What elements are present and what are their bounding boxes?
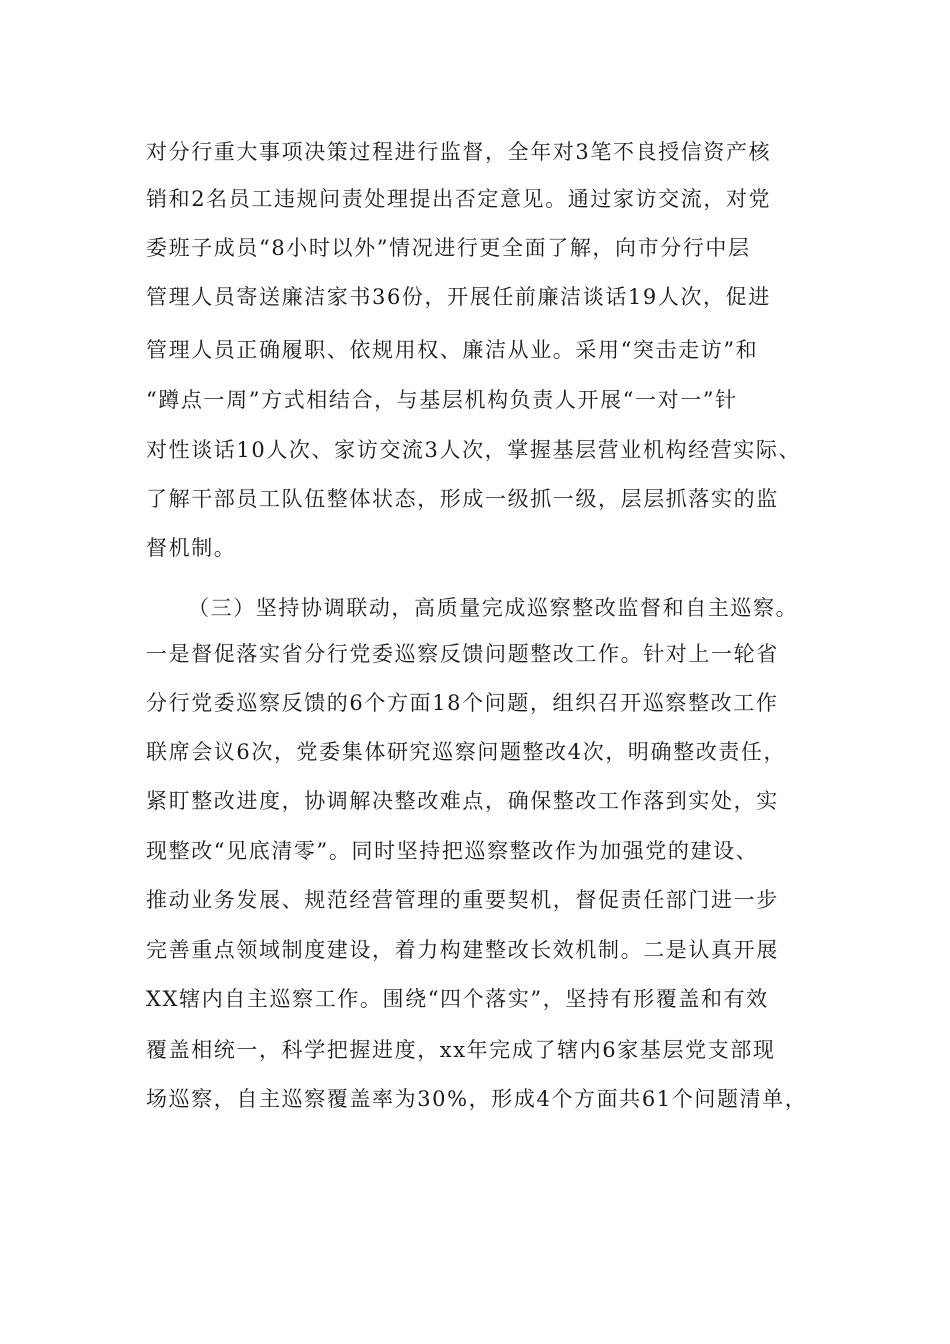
text-line: 对性谈话10人次、家访交流3人次，掌握基层营业机构经营实际、	[146, 438, 802, 462]
text-line: XX辖内自主巡察工作。围绕“四个落实”，坚持有形覆盖和有效	[146, 987, 769, 1011]
text-line: “蹲点一周”方式相结合，与基层机构负责人开展“一对一”针	[146, 388, 738, 412]
section-heading-line: （三）坚持协调联动，高质量完成巡察整改监督和自主巡察。	[188, 596, 799, 620]
text-line: 联席会议6次，党委集体研究巡察问题整改4次，明确整改责任，	[146, 740, 787, 764]
text-line: 督机制。	[146, 536, 237, 560]
text-line: 分行党委巡察反馈的6个方面18个问题，组织召开巡察整改工作	[146, 691, 779, 715]
text-line: 了解干部员工队伍整体状态，形成一级抓一级，层层抓落实的监	[146, 487, 779, 511]
text-line: 管理人员正确履职、依规用权、廉洁从业。采用“突击走访”和	[146, 338, 759, 362]
text-line: 推动业务发展、规范经营管理的重要契机，督促责任部门进一步	[146, 888, 779, 912]
text-line: 现整改“见底清零”。同时坚持把巡察整改作为加强党的建设、	[146, 839, 759, 863]
text-line: 销和2名员工违规问责处理提出否定意见。通过家访交流，对党	[146, 187, 772, 211]
text-line: 完善重点领域制度建设，着力构建整改长效机制。二是认真开展	[146, 938, 779, 962]
text-line: 委班子成员“8小时以外”情况进行更全面了解，向市分行中层	[146, 236, 751, 260]
text-line: 对分行重大事项决策过程进行监督，全年对3笔不良授信资产核	[146, 140, 772, 164]
text-line: 紧盯整改进度，协调解决整改难点，确保整改工作落到实处，实	[146, 789, 779, 813]
text-line: 覆盖相统一，科学把握进度，xx年完成了辖内6家基层党支部现	[146, 1038, 776, 1062]
text-line: 管理人员寄送廉洁家书36份，开展任前廉洁谈话19人次，促进	[146, 285, 771, 309]
text-line: 场巡察，自主巡察覆盖率为30%，形成4个方面共61个问题清单，	[146, 1087, 808, 1111]
text-line: 一是督促落实省分行党委巡察反馈问题整改工作。针对上一轮省	[146, 642, 779, 666]
